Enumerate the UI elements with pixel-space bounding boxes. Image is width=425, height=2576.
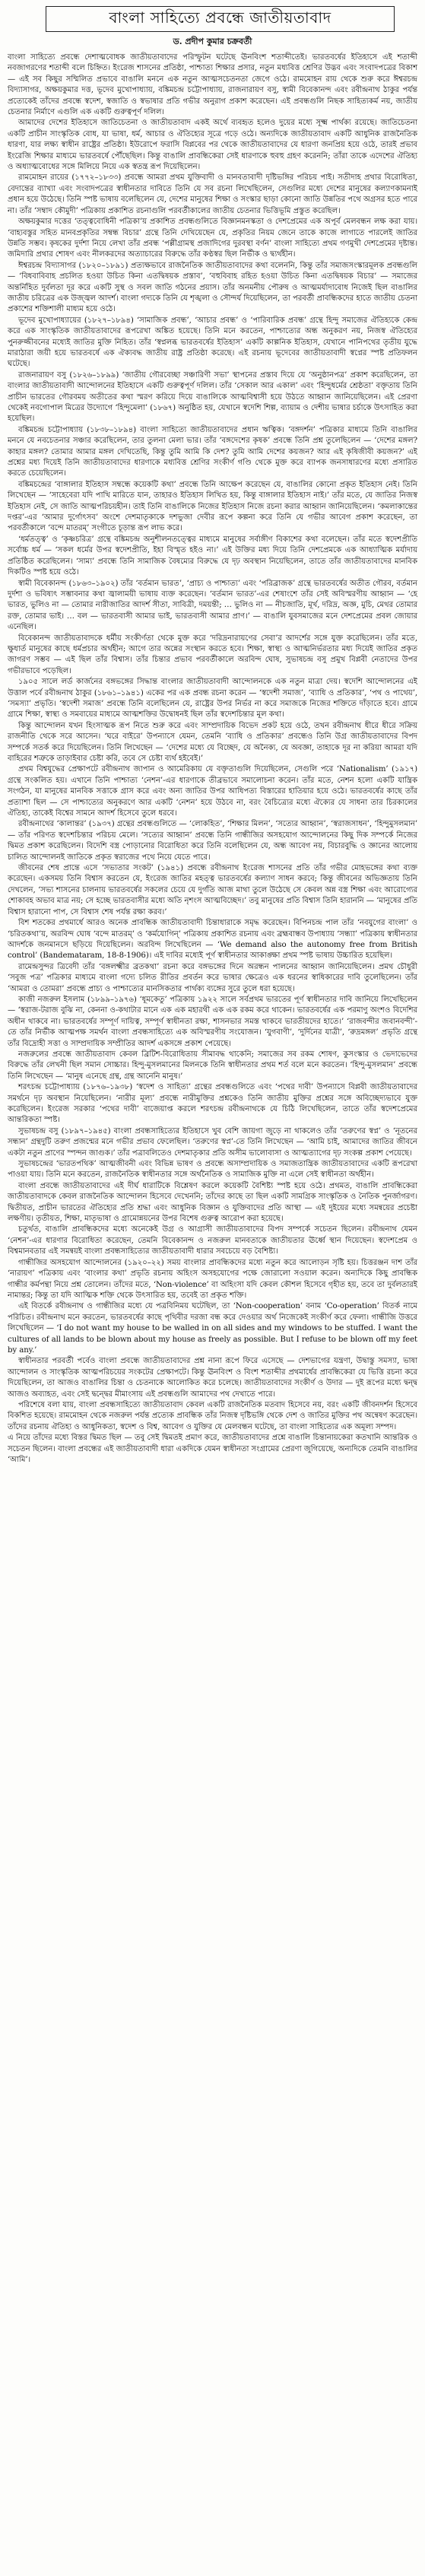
paragraph: রবীন্দ্রনাথের ‘কালান্তর’ (১৯৩৭) গ্রন্থের প্রবন্ধগুলিতে — ‘লোকহিত’, ‘শিক্ষার মিলন’, ‘সত্যের আহ্বান’, ‘স্বরাজসাধন’, ‘হিন্দুমুসলমান’ — তাঁর পরিণত স্বদেশচিন্তার পরিচয় মেলে। ‘সত্যের আহ্বান’ প্রবন্ধে তিনি গান্ধীজির অসহযোগ আন্দোলনের কিছু দিক সম্পর্কে নিজের দ্বিমত প্রকাশ করেছিলেন। বিদেশি বস্ত্র পোড়ানোর বিরোধিতা করে তিনি বলেছিলেন যে, অন্ধ আবেগ নয়, বিচারবুদ্ধি ও জ্ঞানের আলোয় চালিত আন্দোলনই জাতিকে প্রকৃত স্বরাজের পথে নিয়ে যেতে পারে। <box>8 820 417 862</box>
paragraph: স্বাধীনতার পরবর্তী পর্বেও বাংলা প্রবন্ধে জাতীয়তাবাদের প্রশ্ন নানা রূপে ফিরে এসেছে — দেশভাগের যন্ত্রণা, উদ্বাস্তু সমস্যা, ভাষা আন্দোলন ও সাংস্কৃতিক আত্মপরিচয়ের সংকটের প্রেক্ষাপটে। কিন্তু ঊনবিংশ ও বিংশ শতাব্দীর প্রথমার্ধের প্রাবন্ধিকেরা যে ভিত্তি রচনা করে দিয়েছিলেন, তা আজও বাঙালির চিন্তা ও চেতনাকে আলোকিত করে চলেছে। জাতীয়তাবাদের সংকীর্ণ ও উদার — দুই রূপের মধ্যে দ্বন্দ্ব আজও অব্যাহত, এবং সেই দ্বন্দ্বের মীমাংসায় এই প্রবন্ধগুলি আমাদের পথ দেখাতে পারে। <box>8 1357 417 1399</box>
paragraph: আমাদের দেশের ইতিহাসে জাতিচেতনা ও জাতীয়তাবাদ একই অর্থে ব্যবহৃত হলেও দুয়ের মধ্যে সূক্ষ্ম পার্থক্য রয়েছে। জাতিচেতনা একটি প্রাচীন সাংস্কৃতিক বোধ, যা ভাষা, ধর্ম, আচার ও ঐতিহ্যের সূত্রে গড়ে ওঠে। অন্যদিকে জাতীয়তাবাদ একটি আধুনিক রাজনৈতিক ধারণা, যার লক্ষ্য স্বাধীন রাষ্ট্রের প্রতিষ্ঠা। ইউরোপে ফরাসি বিপ্লবের পর থেকে জাতীয়তাবাদের যে ধারণা জনপ্রিয় হয়ে ওঠে, তারই প্রভাব ইংরেজি শিক্ষার মাধ্যমে ভারতবর্ষে পৌঁছেছিল। কিন্তু বাঙালি প্রাবন্ধিকেরা সেই ধারণাকে হুবহু গ্রহণ করেননি; তাঁরা তাকে এদেশের ঐতিহ্য ও অধ্যাত্মবোধের সঙ্গে মিলিয়ে নিয়ে এক স্বতন্ত্র রূপ দিয়েছিলেন। <box>8 119 417 172</box>
article-body <box>8 52 417 1466</box>
paragraph: বঙ্কিমচন্দ্রের ‘বাঙ্গালার ইতিহাস সম্বন্ধে কয়েকটি কথা’ প্রবন্ধে তিনি আক্ষেপ করেছেন যে, বাঙালির কোনো প্রকৃত ইতিহাস নেই। তিনি লিখেছেন — ‘সাহেবেরা যদি পাখি মারিতে যান, তাহারও ইতিহাস লিখিত হয়, কিন্তু বাঙ্গালার ইতিহাস নাই।’ তাঁর মতে, যে জাতির নিজস্ব ইতিহাস নেই, সে জাতি আত্মপরিচয়হীন। তাই তিনি বাঙালিকে নিজের ইতিহাস নিজে রচনা করার আহ্বান জানিয়েছিলেন। ‘কমলাকান্তের দপ্তর’-এর ‘আমার দুর্গোৎসব’ অংশে দেশমাতৃকাকে দশভুজা দেবীর রূপে কল্পনা করে তিনি যে গভীর আবেগ প্রকাশ করেছেন, তা পরবর্তীকালে ‘বন্দে মাতরম্’ সংগীতে চূড়ান্ত রূপ লাভ করে। <box>8 480 417 533</box>
paragraph: রামমোহন রায়ের (১৭৭২–১৮৩৩) প্রবন্ধে আমরা প্রথম যুক্তিবাদী ও মানবতাবাদী দৃষ্টিভঙ্গির পরিচয় পাই। সতীদাহ প্রথার বিরোধিতা, বেদান্তের ব্যাখ্যা এবং সংবাদপত্রের স্বাধীনতার দাবিতে তিনি যে সব রচনা লিখেছিলেন, সেগুলির মধ্যে দেশের মানুষের কল্যাণকামনাই প্রধান হয়ে উঠেছে। তিনি স্পষ্ট ভাষায় বলেছিলেন যে, দেশের মানুষের শিক্ষা ও সংস্কার ছাড়া কোনো জাতি উন্নতির পথে অগ্রসর হতে পারে না। তাঁর ‘সম্বাদ কৌমুদী’ পত্রিকায় প্রকাশিত রচনাগুলি পরবর্তীকালের জাতীয় চেতনার ভিত্তিভূমি প্রস্তুত করেছিল। <box>8 173 417 215</box>
paragraph: জীবনের শেষ প্রান্তে এসে ‘সভ্যতার সংকট’ (১৯৪১) প্রবন্ধে রবীন্দ্রনাথ ইংরেজ শাসনের প্রতি তাঁর গভীর মোহভঙ্গের কথা ব্যক্ত করেছেন। একসময় তিনি বিশ্বাস করতেন যে, ইংরেজ জাতির মহত্ত্ব ভারতবর্ষের কল্যাণ সাধন করবে; কিন্তু জীবনের অভিজ্ঞতায় তিনি দেখলেন, ‘সভ্য শাসনের চালনায় ভারতবর্ষের সকলের চেয়ে যে দুর্গতি আজ মাথা তুলে উঠেছে সে কেবল অন্ন বস্ত্র শিক্ষা এবং আরোগ্যের শোকাবহ অভাব মাত্র নয়; সে হচ্ছে ভারতবাসীর মধ্যে অতি নৃশংস আত্মবিচ্ছেদ।’ তবু মানুষের প্রতি বিশ্বাস তিনি হারাননি — ‘মানুষের প্রতি বিশ্বাস হারানো পাপ, সে বিশ্বাস শেষ পর্যন্ত রক্ষা করব।’ <box>8 864 417 916</box>
paragraph: ভূদেব মুখোপাধ্যায়ের (১৮২৭–১৮৯৪) ‘সামাজিক প্রবন্ধ’, ‘আচার প্রবন্ধ’ ও ‘পারিবারিক প্রবন্ধ’ গ্রন্থে হিন্দু সমাজের ঐতিহ্যকে কেন্দ্র করে এক সাংস্কৃতিক জাতীয়তাবাদের রূপরেখা অঙ্কিত হয়েছে। তিনি মনে করতেন, পাশ্চাত্যের অন্ধ অনুকরণ নয়, নিজস্ব ঐতিহ্যের পুনরুজ্জীবনের মধ্যেই জাতির মুক্তি নিহিত। তাঁর ‘স্বপ্নলব্ধ ভারতবর্ষের ইতিহাস’ একটি কাল্পনিক ইতিহাস, যেখানে পানিপথের তৃতীয় যুদ্ধে মারাঠারা জয়ী হয়ে ভারতবর্ষে এক ঐক্যবদ্ধ জাতীয় রাষ্ট্র প্রতিষ্ঠা করেছে। এই রচনায় ভূদেবের জাতীয়তাবাদী স্বপ্নের স্পষ্ট প্রতিফলন ঘটেছে। <box>8 316 417 369</box>
paragraph: সুভাষচন্দ্র বসু (১৮৯৭–১৯৪৫) বাংলা প্রবন্ধসাহিত্যের ইতিহাসে খুব বেশি জায়গা জুড়ে না থাকলেও তাঁর ‘তরুণের স্বপ্ন’ ও ‘নূতনের সন্ধান’ গ্রন্থদুটি তরুণ প্রজন্মের মনে গভীর প্রভাব ফেলেছিল। ‘তরুণের স্বপ্ন’-তে তিনি লিখেছেন — ‘আমি চাই, আমাদের জাতির জীবনে একটা নতুন প্রাণের স্পন্দন জাগুক।’ তাঁর পত্রাবলিতেও দেশমাতৃকার প্রতি অসীম ভালোবাসা ও আত্মত্যাগের দৃঢ় সংকল্প প্রকাশ পেয়েছে। <box>8 1126 417 1158</box>
paragraph: ঈশ্বরচন্দ্র বিদ্যাসাগর (১৮২০–১৮৯১) প্রত্যক্ষভাবে রাজনৈতিক জাতীয়তাবাদের কথা বলেননি, কিন্তু তাঁর সমাজসংস্কারমূলক প্রবন্ধগুলি — ‘বিধবাবিবাহ প্রচলিত হওয়া উচিত কিনা এতদ্বিষয়ক প্রস্তাব’, ‘বহুবিবাহ রহিত হওয়া উচিত কিনা এতদ্বিষয়ক বিচার’ — সমাজের অন্তর্নিহিত দুর্বলতা দূর করে একটি সুস্থ ও সবল জাতি গঠনের প্রয়াস। তাঁর অনমনীয় পৌরুষ ও আত্মমর্যাদাবোধ নিজেই ছিল বাঙালির জাতীয় চরিত্রের এক উজ্জ্বল আদর্শ। বাংলা গদ্যকে তিনি যে শৃঙ্খলা ও সৌন্দর্য দিয়েছিলেন, তা পরবর্তী প্রাবন্ধিকদের হাতে জাতীয় চেতনা প্রকাশের শক্তিশালী মাধ্যম হয়ে ওঠে। <box>8 261 417 314</box>
paragraph: এই বিতর্কে রবীন্দ্রনাথ ও গান্ধীজির মধ্যে যে পত্রবিনিময় ঘটেছিল, তা ‘Non-cooperation’ বনাম ‘Co-operation’ বিতর্ক নামে পরিচিত। রবীন্দ্রনাথ মনে করতেন, ভারতবর্ষের কাছে পৃথিবীর দরজা বন্ধ করে দেওয়ার অর্থ নিজেকেই সংকীর্ণ করে ফেলা। গান্ধীজি উত্তরে লিখেছিলেন — ‘I do not want my house to be walled in on all sides and my windows to be stuffed. I want the cultures of all lands to be blown about my house as freely as possible. But I refuse to be blown off my feet by any.’ <box>8 1302 417 1355</box>
paragraph: কাজী নজরুল ইসলাম (১৮৯৯–১৯৭৬) ‘ধূমকেতু’ পত্রিকায় ১৯২২ সালে সর্বপ্রথম ভারতের পূর্ণ স্বাধীনতার দাবি জানিয়ে লিখেছিলেন — ‘স্বরাজ-টরাজ বুঝি না, কেননা ও-কথাটার মানে এক এক মহারথী এক এক রকম করে থাকেন। ভারতবর্ষের এক পরমাণু অংশও বিদেশির অধীন থাকবে না। ভারতবর্ষের সম্পূর্ণ দায়িত্ব, সম্পূর্ণ স্বাধীনতা রক্ষা, শাসনভার সমস্ত থাকবে ভারতীয়দের হাতে।’ ‘রাজবন্দীর জবানবন্দী’-তে তাঁর নির্ভীক আত্মপক্ষ সমর্থন বাংলা প্রবন্ধসাহিত্যে এক অবিস্মরণীয় সংযোজন। ‘যুগবাণী’, ‘দুর্দিনের যাত্রী’, ‘রুদ্রমঙ্গল’ প্রভৃতি গ্রন্থে তাঁর বিদ্রোহী সত্তা ও সাম্প্রদায়িক সম্প্রীতির আদর্শ একসঙ্গে প্রকাশ পেয়েছে। <box>8 995 417 1048</box>
paragraph: পরিশেষে বলা যায়, বাংলা প্রবন্ধসাহিত্যে জাতীয়তাবাদ কেবল একটি রাজনৈতিক মতবাদ হিসেবে নয়, বরং একটি জীবনদর্শন হিসেবে বিকশিত হয়েছে। রামমোহন থেকে নজরুল পর্যন্ত প্রত্যেক প্রাবন্ধিক তাঁর নিজস্ব দৃষ্টিভঙ্গি থেকে দেশ ও জাতির মুক্তির পথ অন্বেষণ করেছেন। তাঁদের রচনায় ঐতিহ্য ও আধুনিকতা, স্বদেশ ও বিশ্ব, আবেগ ও যুক্তির যে মেলবন্ধন ঘটেছে, তা বাংলা সাহিত্যের এক অমূল্য সম্পদ। <box>8 1400 417 1431</box>
paragraph: বাংলা প্রবন্ধে জাতীয়তাবাদের এই দীর্ঘ ধারাটিকে বিশ্লেষণ করলে কয়েকটি বৈশিষ্ট্য স্পষ্ট হয়ে ওঠে। প্রথমত, বাঙালি প্রাবন্ধিকেরা জাতীয়তাবাদকে কেবল রাজনৈতিক আন্দোলন হিসেবে দেখেননি; তাঁদের কাছে তা ছিল একটি সামগ্রিক সাংস্কৃতিক ও নৈতিক পুনর্জাগরণ। দ্বিতীয়ত, প্রাচীন ভারতের ঐতিহ্যের প্রতি শ্রদ্ধা এবং আধুনিক বিজ্ঞান ও যুক্তিবাদের প্রতি আস্থা — এই দুইয়ের মধ্যে সমন্বয়ের প্রচেষ্টা লক্ষণীয়। তৃতীয়ত, শিক্ষা, মাতৃভাষা ও গ্রামোন্নয়নের উপর বিশেষ গুরুত্ব আরোপ করা হয়েছে। <box>8 1181 417 1224</box>
paragraph: বিবেকানন্দ জাতীয়তাবাদকে ধর্মীয় সংকীর্ণতা থেকে মুক্ত করে ‘দরিদ্রনারায়ণের সেবা’র আদর্শের সঙ্গে যুক্ত করেছিলেন। তাঁর মতে, ক্ষুধার্ত মানুষের কাছে ধর্মপ্রচার অর্থহীন; আগে তার অন্নের সংস্থান করতে হবে। শিক্ষা, স্বাস্থ্য ও আত্মনির্ভরতার মধ্য দিয়েই জাতির প্রকৃত জাগরণ সম্ভব — এই ছিল তাঁর বিশ্বাস। তাঁর চিন্তার প্রভাব পরবর্তীকালে অরবিন্দ ঘোষ, সুভাষচন্দ্র বসু প্রমুখ বিপ্লবী নেতাদের উপর গভীরভাবে পড়েছিল। <box>8 634 417 675</box>
closing-line: এ নিয়ে তাঁদের মধ্যে বিস্তর দ্বিমত ছিল — তবু সেই দ্বিমতই প্রমাণ করে, জাতীয়তাবাদের প্রশ্নে বাঙালি চিন্তানায়কেরা কতখানি আন্তরিক ও সচেতন ছিলেন। বাংলা প্রবন্ধের এই জাতীয়তাবাদী ধারা একদিকে যেমন স্বাধীনতা সংগ্রামের প্রেরণা জুগিয়েছে, অন্যদিকে তেমনি বাঙালির ‘আমি’। <box>8 1434 417 1464</box>
paragraph: স্বামী বিবেকানন্দ (১৮৬৩–১৯০২) তাঁর ‘বর্তমান ভারত’, ‘প্রাচ্য ও পাশ্চাত্য’ এবং ‘পরিব্রাজক’ গ্রন্থে ভারতবর্ষের অতীত গৌরব, বর্তমান দুর্দশা ও ভবিষ্যৎ সম্ভাবনার কথা জ্বালাময়ী ভাষায় ব্যক্ত করেছেন। ‘বর্তমান ভারত’-এর শেষাংশে তাঁর সেই অবিস্মরণীয় আহ্বান — ‘হে ভারত, ভুলিও না — তোমার নারীজাতির আদর্শ সীতা, সাবিত্রী, দময়ন্তী; … ভুলিও না — নীচজাতি, মূর্খ, দরিদ্র, অজ্ঞ, মুচি, মেথর তোমার রক্ত, তোমার ভাই। … বল — ভারতবাসী আমার ভাই, ভারতবাসী আমার প্রাণ।’ — বাঙালি যুবসমাজের মনে দেশপ্রেমের প্রবল জোয়ার এনেছিল। <box>8 579 417 632</box>
paragraph: প্রথম বিশ্বযুদ্ধের প্রেক্ষাপটে রবীন্দ্রনাথ জাপান ও আমেরিকায় যে বক্তৃতাগুলি দিয়েছিলেন, সেগুলি পরে ‘Nationalism’ (১৯১৭) গ্রন্থে সংকলিত হয়। এখানে তিনি পাশ্চাত্য ‘নেশন’-এর ধারণাকে তীব্রভাবে সমালোচনা করেন। তাঁর মতে, নেশন হলো একটি যান্ত্রিক সংগঠন, যা মানুষের মানবিক সত্তাকে গ্রাস করে এবং অন্য জাতির উপর আধিপত্য বিস্তারের হাতিয়ার হয়ে ওঠে। ভারতবর্ষের কাছে তাঁর প্রত্যাশা ছিল — সে পাশ্চাত্যের অনুকরণে আর একটি ‘নেশন’ হয়ে উঠবে না, বরং বৈচিত্র্যের মধ্যে ঐক্যের যে সাধনা তার চিরকালের ঐতিহ্য, তাকেই বিশ্বের সামনে আদর্শ হিসেবে তুলে ধরবে। <box>8 765 417 818</box>
paragraph: ‘ধর্মতত্ত্ব’ ও ‘কৃষ্ণচরিত্র’ গ্রন্থে বঙ্কিমচন্দ্র অনুশীলনতত্ত্বের মাধ্যমে মানুষের সর্বাঙ্গীণ বিকাশের কথা বলেছেন। তাঁর মতে স্বদেশপ্রীতি সর্বোচ্চ ধর্ম — ‘সকল ধর্মের উপর স্বদেশপ্রীতি, ইহা বিস্মৃত হইও না।’ এই উক্তির মধ্য দিয়ে তিনি দেশপ্রেমকে এক আধ্যাত্মিক মর্যাদায় প্রতিষ্ঠিত করেছিলেন। ‘সাম্য’ প্রবন্ধে তিনি সামাজিক বৈষম্যের বিরুদ্ধে যে দৃঢ় অবস্থান নিয়েছিলেন, তাতে তাঁর জাতীয়তাবাদের মানবিক দিকটিও স্পষ্ট হয়ে ওঠে। <box>8 535 417 577</box>
paragraph: রাজনারায়ণ বসু (১৮২৬–১৮৯৯) ‘জাতীয় গৌরবেচ্ছা সঞ্চারিণী সভা’ স্থাপনের প্রস্তাব দিয়ে যে ‘অনুষ্ঠানপত্র’ প্রকাশ করেছিলেন, তা বাংলার জাতীয়তাবাদী আন্দোলনের ইতিহাসে একটি গুরুত্বপূর্ণ দলিল। তাঁর ‘সেকাল আর একাল’ এবং ‘হিন্দুধর্মের শ্রেষ্ঠতা’ বক্তৃতায় তিনি প্রাচীন ভারতের গৌরবময় অতীতের কথা স্মরণ করিয়ে দিয়ে বাঙালিকে আত্মবিশ্বাসী হয়ে উঠতে আহ্বান জানিয়েছিলেন। এই প্রেরণা থেকেই নবগোপাল মিত্রের উদ্যোগে ‘হিন্দুমেলা’ (১৮৬৭) অনুষ্ঠিত হয়, যেখানে স্বদেশি শিল্প, ব্যায়াম ও দেশীয় ভাষার চর্চাকে উৎসাহিত করা হয়েছিল। <box>8 370 417 424</box>
paragraph: সুভাষচন্দ্রের ‘ভারতপথিক’ আত্মজীবনী এবং বিভিন্ন ভাষণ ও প্রবন্ধে অসাম্প্রদায়িক ও সমাজতান্ত্রিক জাতীয়তাবাদের একটি রূপরেখা পাওয়া যায়। তিনি মনে করতেন, রাজনৈতিক স্বাধীনতার সঙ্গে অর্থনৈতিক ও সামাজিক মুক্তি না এলে সেই স্বাধীনতা অর্থহীন। <box>8 1160 417 1180</box>
paragraph: নজরুলের প্রবন্ধে জাতীয়তাবাদ কেবল ব্রিটিশ-বিরোধিতায় সীমাবদ্ধ থাকেনি; সমাজের সব রকম শোষণ, কুসংস্কার ও ভেদাভেদের বিরুদ্ধে তাঁর লেখনী ছিল সমান সোচ্চার। হিন্দু-মুসলমানের মিলনকে তিনি স্বাধীনতার প্রথম শর্ত বলে মনে করতেন। ‘হিন্দু-মুসলমান’ প্রবন্ধে তিনি লিখেছেন — ‘মানুষ এনেছে গ্রন্থ, গ্রন্থ আনেনি মানুষ।’ <box>8 1050 417 1081</box>
paragraph: ১৯০৫ সালে লর্ড কার্জনের বঙ্গভঙ্গের সিদ্ধান্ত বাংলার জাতীয়তাবাদী আন্দোলনকে এক নতুন মাত্রা দেয়। স্বদেশি আন্দোলনের এই উত্তাল পর্বে রবীন্দ্রনাথ ঠাকুর (১৮৬১–১৯৪১) একের পর এক প্রবন্ধ রচনা করেন — ‘স্বদেশী সমাজ’, ‘ব্যাধি ও প্রতিকার’, ‘পথ ও পাথেয়’, ‘সমস্যা’ প্রভৃতি। ‘স্বদেশী সমাজ’ প্রবন্ধে তিনি বলেছিলেন যে, রাষ্ট্রের উপর নির্ভর না করে সমাজকে নিজের শক্তিতে দাঁড়াতে হবে। গ্রামে গ্রামে শিক্ষা, স্বাস্থ্য ও সমবায়ের মাধ্যমে আত্মশক্তির উদ্বোধনই ছিল তাঁর স্বদেশচিন্তার মূল কথা। <box>8 678 417 719</box>
paragraph: কিন্তু আন্দোলন যখন হিংসাত্মক রূপ নিতে শুরু করে এবং সাম্প্রদায়িক বিভেদ প্রকট হয়ে ওঠে, তখন রবীন্দ্রনাথ ধীরে ধীরে সক্রিয় রাজনীতি থেকে সরে আসেন। ‘ঘরে বাইরে’ উপন্যাসে যেমন, তেমনি ‘ব্যাধি ও প্রতিকার’ প্রবন্ধেও তিনি উগ্র জাতীয়তাবাদের বিপদ সম্পর্কে সতর্ক করে দিয়েছিলেন। তিনি লিখেছেন — ‘দেশের মধ্যে যে বিচ্ছেদ, যে অনৈক্য, যে অবজ্ঞা, তাহাকে দূর না করিয়া আমরা যদি বাহিরের শত্রুকে তাড়াইবার চেষ্টা করি, তবে সে চেষ্টা ব্যর্থ হইবেই।’ <box>8 721 417 763</box>
paragraph: অক্ষয়কুমার দত্তের ‘তত্ত্ববোধিনী পত্রিকা’য় প্রকাশিত প্রবন্ধগুলিতে বিজ্ঞানমনস্কতা ও দেশপ্রেমের এক অপূর্ব মেলবন্ধন লক্ষ করা যায়। ‘বাহ্যবস্তুর সহিত মানবপ্রকৃতির সম্বন্ধ বিচার’ গ্রন্থে তিনি দেখিয়েছেন যে, প্রকৃতির নিয়ম জেনে তাকে কাজে লাগাতে পারলেই জাতির উন্নতি সম্ভব। কৃষকের দুর্দশা নিয়ে লেখা তাঁর প্রবন্ধ ‘পল্লীগ্রামস্থ প্রজাদিগের দুরবস্থা বর্ণন’ বাংলা সাহিত্যে প্রথম গণমুখী দেশপ্রেমের দৃষ্টান্ত। জমিদারি প্রথার শোষণ এবং নীলকরদের অত্যাচারের বিরুদ্ধে তাঁর কণ্ঠস্বর ছিল নির্ভীক ও দ্ব্যর্থহীন। <box>8 218 417 259</box>
paragraph: শরৎচন্দ্র চট্টোপাধ্যায় (১৮৭৬–১৯৩৮) ‘স্বদেশ ও সাহিত্য’ গ্রন্থের প্রবন্ধগুলিতে এবং ‘পথের দাবী’ উপন্যাসে বিপ্লবী জাতীয়তাবাদের সমর্থনে দৃঢ় অবস্থান নিয়েছিলেন। ‘নারীর মূল্য’ প্রবন্ধে নারীমুক্তির প্রশ্নকেও তিনি জাতীয় মুক্তির প্রশ্নের সঙ্গে অবিচ্ছেদ্যভাবে যুক্ত করেছিলেন। ইংরেজ সরকার ‘পথের দাবী’ বাজেয়াপ্ত করলে শরৎচন্দ্র রবীন্দ্রনাথকে যে চিঠি লিখেছিলেন, তাতে তাঁর স্বদেশপ্রেমের আন্তরিকতা স্পষ্ট। <box>8 1083 417 1125</box>
paragraph: বিশ শতকের প্রথমার্ধে আরও অনেক প্রাবন্ধিক জাতীয়তাবাদী চিন্তাধারাকে সমৃদ্ধ করেছেন। বিপিনচন্দ্র পাল তাঁর ‘নবযুগের বাংলা’ ও ‘চরিতকথা’য়, অরবিন্দ ঘোষ ‘বন্দে মাতরম্’ ও ‘কর্মযোগিন্’ পত্রিকায় প্রকাশিত রচনায় এবং ব্রহ্মবান্ধব উপাধ্যায় ‘সন্ধ্যা’ পত্রিকায় স্বাধীনতার আদর্শকে জনমানসে ছড়িয়ে দিয়েছিলেন। অরবিন্দ লিখেছিলেন — ‘We demand also the autonomy free from British control’ (Bandemataram, 18-8-1906)। এই দাবির মধ্যেই পূর্ণ স্বাধীনতার আকাঙ্ক্ষা প্রথম স্পষ্ট ভাষায় উচ্চারিত হয়েছিল। <box>8 919 417 961</box>
paragraph: রামেন্দ্রসুন্দর ত্রিবেদী তাঁর ‘বঙ্গলক্ষ্মীর ব্রতকথা’ রচনা করে বঙ্গভঙ্গের দিনে অরন্ধন পালনের আহ্বান জানিয়েছিলেন। প্রমথ চৌধুরী ‘সবুজ পত্র’ পত্রিকার মাধ্যমে বাংলা গদ্যে চলিত রীতির প্রবর্তন করে ভাষার ক্ষেত্রেও এক ধরনের স্বাধিকারের দাবি তুলেছিলেন। তাঁর ‘আমরা ও তোমরা’ প্রবন্ধে প্রাচ্য ও পাশ্চাত্যের মানসিকতার পার্থক্য ব্যঙ্গের সুরে তুলে ধরা হয়েছে। <box>8 962 417 993</box>
paragraph: বাংলা সাহিত্যে প্রবন্ধে দেশাত্মবোধক জাতীয়তাবাদের পরিস্ফুটন ঘটেছে ঊনবিংশ শতাব্দীতেই। ভারতবর্ষের ইতিহাসে এই শতাব্দী নবজাগরণের শতাব্দী বলে চিহ্নিত। ইংরেজ শাসনের প্রতিষ্ঠা, পাশ্চাত্য শিক্ষার প্রসার, নতুন মধ্যবিত্ত শ্রেণির উদ্ভব এবং সংবাদপত্রের বিকাশ — এই সব কিছুর সম্মিলিত প্রভাবে বাঙালি মননে এক নতুন আত্মসচেতনতা জেগে ওঠে। রামমোহন রায় থেকে শুরু করে ঈশ্বরচন্দ্র বিদ্যাসাগর, অক্ষয়কুমার দত্ত, ভূদেব মুখোপাধ্যায়, বঙ্কিমচন্দ্র চট্টোপাধ্যায়, রাজনারায়ণ বসু, স্বামী বিবেকানন্দ এবং রবীন্দ্রনাথ ঠাকুর পর্যন্ত প্রত্যেকেই তাঁদের প্রবন্ধে স্বদেশ, স্বজাতি ও স্বভাষার প্রতি গভীর অনুরাগ প্রকাশ করেছেন। এই প্রবন্ধগুলি নিছক সাহিত্যকর্ম নয়, জাতীয় চেতনার নির্মাণে এগুলি এক একটি গুরুত্বপূর্ণ দলিল। <box>8 53 417 117</box>
paragraph: চতুর্থত, বাঙালি প্রাবন্ধিকদের মধ্যে অনেকেই উগ্র ও আগ্রাসী জাতীয়তাবাদের বিপদ সম্পর্কে সচেতন ছিলেন। রবীন্দ্রনাথ যেমন ‘নেশন’-এর ধারণার বিরোধিতা করেছেন, তেমনি বিবেকানন্দ ও নজরুল মানবতাকে জাতীয়তার ঊর্ধ্বে স্থান দিয়েছেন। স্বদেশপ্রেম ও বিশ্বমানবতার এই সমন্বয়ই বাংলা প্রবন্ধসাহিত্যের জাতীয়তাবাদী ধারার সবচেয়ে বড় বৈশিষ্ট্য। <box>8 1225 417 1256</box>
paragraph: বঙ্কিমচন্দ্র চট্টোপাধ্যায় (১৮৩৮–১৮৯৪) বাংলা সাহিত্যে জাতীয়তাবাদের প্রধান ঋত্বিক। ‘বঙ্গদর্শন’ পত্রিকার মাধ্যমে তিনি বাঙালির মননে যে নবচেতনার সঞ্চার করেছিলেন, তার তুলনা মেলা ভার। তাঁর ‘বঙ্গদেশের কৃষক’ প্রবন্ধে তিনি প্রশ্ন তুলেছিলেন — ‘দেশের মঙ্গল? কাহার মঙ্গল? তোমার আমার মঙ্গল দেখিতেছি, কিন্তু তুমি আমি কি দেশ? তুমি আমি দেশের কয়জন? আর এই কৃষিজীবী কয়জন?’ এই প্রশ্নের মধ্য দিয়েই তিনি জাতীয়তাবাদের ধারণাকে মধ্যবিত্ত শ্রেণির সংকীর্ণ গণ্ডি থেকে মুক্ত করে ব্যাপক জনসাধারণের মধ্যে প্রসারিত করতে চেয়েছিলেন। <box>8 425 417 478</box>
article-author: ড. প্রদীপ কুমার চক্রবর্তী <box>173 37 252 46</box>
paragraph: গান্ধীজির অসহযোগ আন্দোলনের (১৯২০–২২) সময় বাংলার প্রাবন্ধিকদের মধ্যে নতুন করে আলোড়ন সৃষ্টি হয়। চিত্তরঞ্জন দাশ তাঁর ‘নারায়ণ’ পত্রিকায় এবং ‘বাংলার কথা’ প্রভৃতি রচনায় অহিংস অসহযোগের পক্ষে জোরালো সওয়াল করেন। অন্যদিকে কিছু প্রাবন্ধিক গান্ধীর কর্মপন্থা নিয়ে প্রশ্ন তোলেন। তাঁদের মতে, ‘Non-violence’ বা অহিংসা যদি কেবল কৌশল হিসেবে গৃহীত হয়, তবে তা দুর্বলতারই নামান্তর; কিন্তু তা যদি আত্মিক শক্তি থেকে উৎসারিত হয়, তবেই তা প্রকৃত শক্তি। <box>8 1258 417 1300</box>
article-title: বাংলা সাহিত্যে প্রবন্ধে জাতীয়তাবাদ <box>109 8 331 27</box>
title-box <box>46 6 395 32</box>
